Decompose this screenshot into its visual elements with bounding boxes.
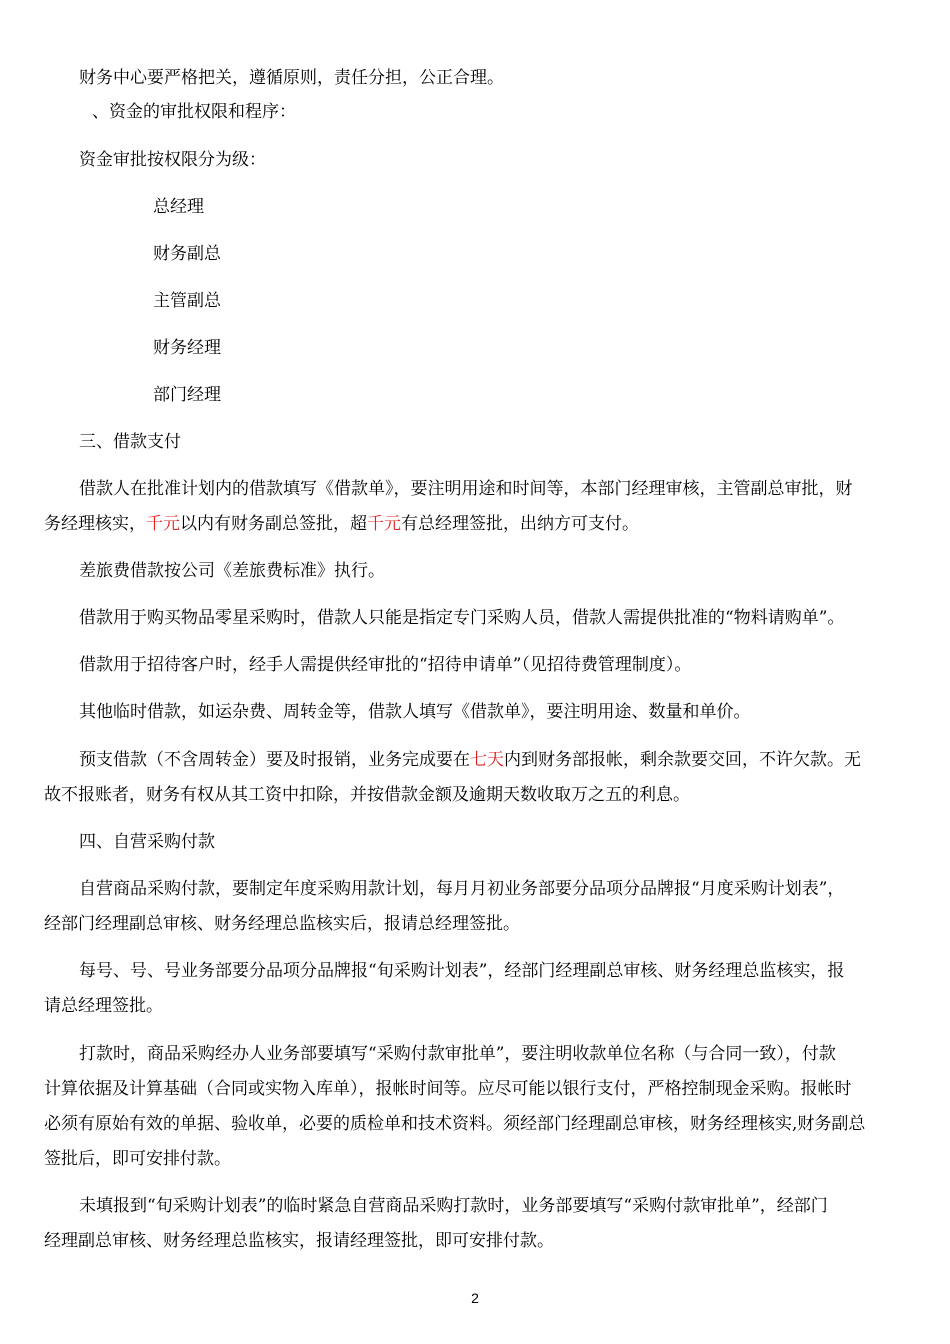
text-line: 计算依据及计算基础（合同或实物入库单），报帐时间等。应尽可能以银行支付，严格控制现金采购。报帐时 bbox=[44, 1079, 852, 1099]
text-run: 以内有财务副总签批，超 bbox=[180, 514, 367, 534]
text-line: 打款时，商品采购经办人业务部要填写“采购付款审批单”，要注明收款单位名称（与合同一致），付款 bbox=[79, 1044, 836, 1064]
text-line: 财务中心要严格把关，遵循原则，责任分担，公正合理。 bbox=[79, 68, 504, 88]
highlight-text: 七天 bbox=[470, 750, 504, 770]
text-line: 经部门经理副总审核、财务经理总监核实后，报请总经理签批。 bbox=[44, 914, 520, 934]
list-item: 部门经理 bbox=[153, 385, 221, 405]
section-heading: 、资金的审批权限和程序： bbox=[92, 102, 296, 122]
text-line: 签批后，即可安排付款。 bbox=[44, 1149, 231, 1169]
text-run: 预支借款（不含周转金）要及时报销，业务完成要在 bbox=[79, 750, 470, 770]
text-line: 每号、号、号业务部要分品项分品牌报“旬采购计划表”，经部门经理副总审核、财务经理总监核实，报 bbox=[79, 961, 845, 981]
list-item: 财务副总 bbox=[153, 244, 221, 264]
text-line: 其他临时借款，如运杂费、周转金等，借款人填写《借款单》，要注明用途、数量和单价。 bbox=[79, 702, 751, 722]
text-line: 经理副总审核、财务经理总监核实，报请经理签批，即可安排付款。 bbox=[44, 1231, 554, 1251]
section-heading: 三、借款支付 bbox=[79, 432, 181, 452]
text-run: 内到财务部报帐，剩余款要交回，不许欠款。无 bbox=[504, 750, 861, 770]
text-line: 借款用于招待客户时，经手人需提供经审批的“招待申请单”（见招待费管理制度）。 bbox=[79, 655, 692, 675]
text-line: 差旅费借款按公司《差旅费标准》执行。 bbox=[79, 561, 385, 581]
text-run: 有总经理签批，出纳方可支付。 bbox=[401, 514, 639, 534]
text-line: 必须有原始有效的单据、验收单，必要的质检单和技术资料。须经部门经理副总审核，财务经理核实,财务副总 bbox=[44, 1114, 866, 1134]
text-line: 借款用于购买物品零星采购时，借款人只能是指定专门采购人员，借款人需提供批准的“物料请购单”。 bbox=[79, 608, 845, 628]
page-number: 2 bbox=[471, 1290, 479, 1306]
text-line: 自营商品采购付款，要制定年度采购用款计划，每月月初业务部要分品项分品牌报“月度采购计划表”， bbox=[79, 879, 845, 899]
text-line: 未填报到“旬采购计划表”的临时紧急自营商品采购打款时，业务部要填写“采购付款审批单”，经部门 bbox=[79, 1196, 828, 1216]
highlight-text: 千元 bbox=[146, 514, 180, 534]
text-line bbox=[44, 513, 639, 535]
list-item: 总经理 bbox=[153, 197, 204, 217]
list-item: 财务经理 bbox=[153, 338, 221, 358]
text-line bbox=[79, 749, 861, 771]
text-line: 借款人在批准计划内的借款填写《借款单》，要注明用途和时间等，本部门经理审核，主管副总审批，财 bbox=[79, 479, 853, 499]
text-line: 请总经理签批。 bbox=[44, 996, 163, 1016]
highlight-text: 千元 bbox=[367, 514, 401, 534]
text-line: 资金审批按权限分为级： bbox=[79, 150, 266, 170]
section-heading: 四、自营采购付款 bbox=[79, 832, 215, 852]
list-item: 主管副总 bbox=[153, 291, 221, 311]
text-run: 务经理核实， bbox=[44, 514, 146, 534]
text-line: 故不报账者，财务有权从其工资中扣除，并按借款金额及逾期天数收取万之五的利息。 bbox=[44, 785, 690, 805]
